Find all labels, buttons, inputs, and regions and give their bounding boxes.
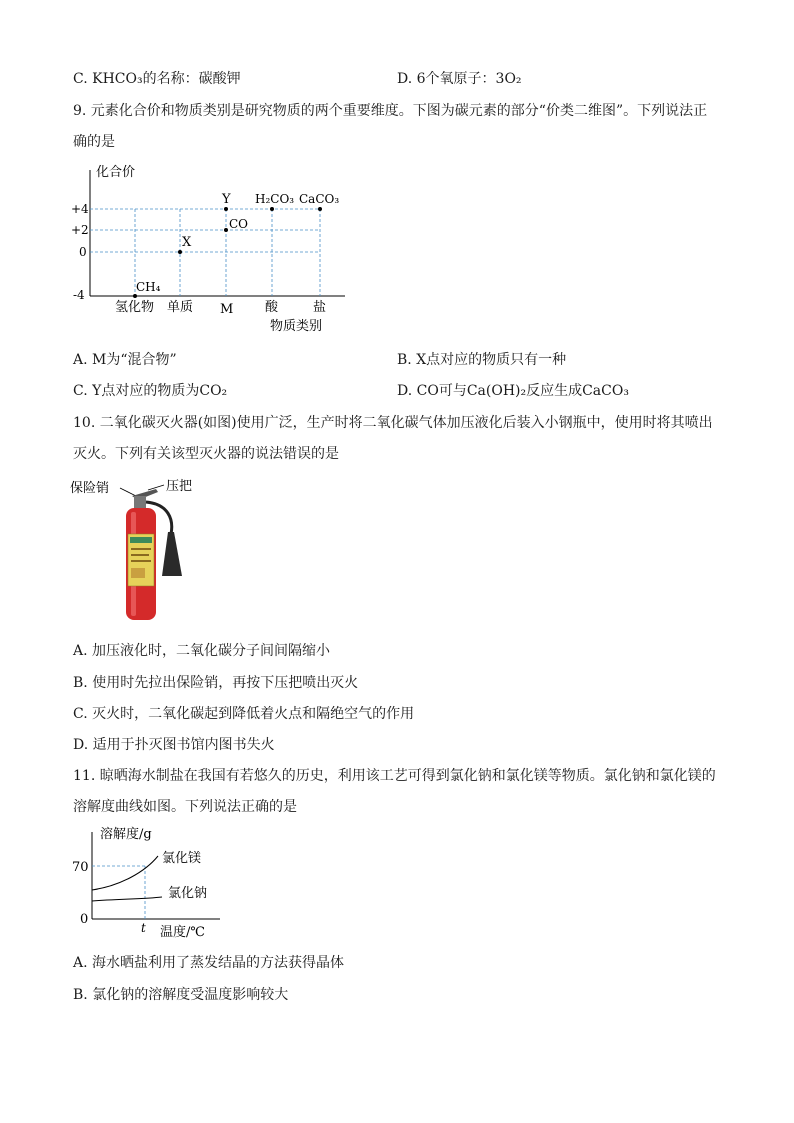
ytick-plus2: +2 <box>71 223 89 237</box>
curve-mgcl2 <box>92 856 158 890</box>
q10-stem-line1: 10. 二氧化碳灭火器(如图)使用广泛，生产时将二氧化碳气体加压液化后装入小钢瓶中，使用时将其喷出 <box>73 415 713 431</box>
co2-extinguisher-figure <box>68 474 198 624</box>
ytick-0: 0 <box>80 912 89 927</box>
solubility-curve-chart <box>70 822 230 944</box>
y-axis-label: 溶解度/g <box>100 827 152 842</box>
ytick-70: 70 <box>72 860 89 875</box>
q9-option-d: D. CO可与Ca(OH)₂反应生成CaCO₃ <box>397 383 629 399</box>
q10-option-a: A. 加压液化时，二氧化碳分子间间隔缩小 <box>73 643 331 659</box>
q8-option-c: C. KHCO₃的名称：碳酸钾 <box>73 71 241 87</box>
series-label-nacl: 氯化钠 <box>168 886 208 901</box>
label-text-line <box>131 554 149 556</box>
point-h2co3 <box>270 207 274 211</box>
label-badge <box>131 568 145 578</box>
y-axis-label: 化合价 <box>96 165 136 180</box>
point-ch4-label: CH₄ <box>136 280 161 294</box>
point-x-label: X <box>182 235 192 250</box>
label-safety-pin: 保险销 <box>70 481 110 496</box>
q11-stem-line1: 11. 晾晒海水制盐在我国有若悠久的历史，利用该工艺可得到氯化钠和氯化镁等物质。氯化钠和氯化镁的 <box>73 768 716 784</box>
ytick-plus4: +4 <box>71 202 89 216</box>
x-axis-label: 温度/℃ <box>160 925 205 940</box>
point-caco3-label: CaCO₃ <box>299 192 340 206</box>
q10-option-b: B. 使用时先拉出保险销，再按下压把喷出灭火 <box>73 675 359 691</box>
xcat-hydride: 氢化物 <box>115 300 155 315</box>
xcat-salt: 盐 <box>313 300 327 315</box>
q10-option-c: C. 灭火时，二氧化碳起到降低着火点和隔绝空气的作用 <box>73 706 415 722</box>
xcat-m: M <box>220 302 234 317</box>
point-ch4 <box>133 294 137 298</box>
point-h2co3-label: H₂CO₃ <box>255 192 295 206</box>
series-label-mgcl2: 氯化镁 <box>162 851 202 866</box>
q9-stem-line2: 确的是 <box>73 134 115 150</box>
ytick-minus4: -4 <box>73 288 85 302</box>
point-caco3 <box>318 207 322 211</box>
q9-stem-line1: 9. 元素化合价和物质类别是研究物质的两个重要维度。下图为碳元素的部分“价类二维图”。下列说法正 <box>73 103 708 119</box>
valve-head <box>134 496 146 508</box>
x-axis-label: 物质类别 <box>270 319 323 334</box>
xcat-acid: 酸 <box>265 300 279 315</box>
point-y-label: Y <box>222 192 231 207</box>
label-text-line <box>131 548 151 550</box>
point-co-label: CO <box>229 217 249 231</box>
q9-option-a: A. M为“混合物” <box>73 352 177 368</box>
valence-category-chart <box>70 160 360 335</box>
label-handle: 压把 <box>166 479 193 494</box>
point-co <box>224 228 228 232</box>
q9-option-c: C. Y点对应的物质为CO₂ <box>73 383 228 399</box>
curve-nacl <box>92 897 162 901</box>
xtick-t: t <box>141 921 146 935</box>
q9-option-b: B. X点对应的物质只有一种 <box>397 352 567 368</box>
pin-leader-line <box>120 488 136 496</box>
label-text-line <box>131 560 151 562</box>
label-band <box>130 537 152 543</box>
q11-option-b: B. 氯化钠的溶解度受温度影响较大 <box>73 987 289 1003</box>
q8-option-d: D. 6个氧原子：3O₂ <box>397 71 522 87</box>
q11-stem-line2: 溶解度曲线如图。下列说法正确的是 <box>73 799 297 815</box>
point-y <box>224 207 228 211</box>
q10-stem-line2: 灭火。下列有关该型灭火器的说法错误的是 <box>73 446 339 462</box>
horn-nozzle <box>162 532 182 576</box>
q10-option-d: D. 适用于扑灭图书馆内图书失火 <box>73 737 275 753</box>
q11-option-a: A. 海水晒盐利用了蒸发结晶的方法获得晶体 <box>73 955 345 971</box>
ytick-zero: 0 <box>79 245 87 259</box>
xcat-element: 单质 <box>167 300 194 315</box>
point-x <box>178 250 182 254</box>
